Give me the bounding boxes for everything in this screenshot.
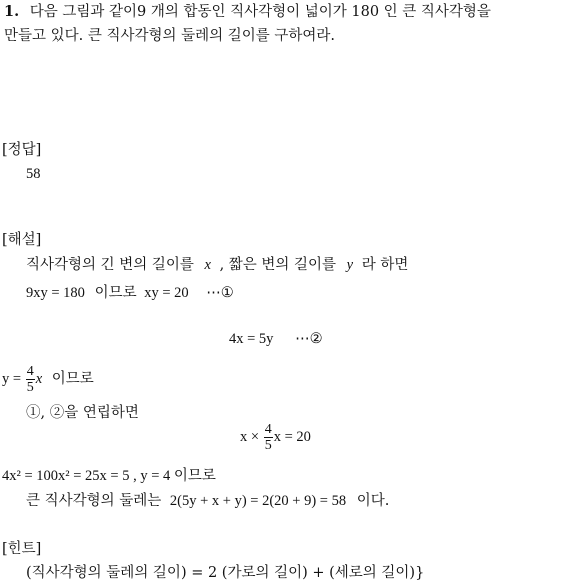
- fraction-numerator: 4: [264, 422, 272, 438]
- equation: 9xy = 180: [26, 285, 85, 301]
- equation-mark: ⋯①: [206, 285, 234, 301]
- expl-text: 라 하면: [361, 257, 409, 273]
- fraction-denominator: 5: [264, 438, 272, 454]
- var-x: x: [35, 371, 43, 387]
- hint-label: [힌트]: [2, 541, 42, 557]
- explanation-line-7: 4x² = 100x² = 25x = 5 , y = 4 이므로: [2, 468, 216, 484]
- expl-text: 이다.: [356, 493, 390, 509]
- fraction: [26, 364, 35, 395]
- problem-line-2: 만들고 있다. 큰 직사각형의 둘레의 길이를 구하여라.: [4, 28, 336, 44]
- fraction-denominator: 5: [26, 380, 34, 396]
- equation: 4x = 5y: [229, 331, 274, 347]
- equation: xy = 20: [144, 285, 189, 301]
- expl-text: 이므로: [94, 285, 137, 301]
- fraction-numerator: 4: [26, 364, 34, 380]
- var-x: x: [204, 257, 211, 273]
- equation: x ×: [240, 429, 260, 445]
- equation: y =: [2, 371, 22, 387]
- answer-value: 58: [26, 166, 41, 182]
- equation: 2(5y + x + y) = 2(20 + 9) = 58: [169, 493, 347, 509]
- problem-text-1: 다음 그림과 같이9 개의 합동인 직사각형이 넓이가 180 인 큰 직사각형을: [29, 4, 491, 20]
- explanation-line-1: [26, 256, 408, 274]
- answer-label: [정답]: [2, 142, 42, 158]
- fraction: [264, 422, 273, 453]
- var-y: y: [346, 257, 354, 273]
- explanation-line-4: [2, 360, 94, 398]
- expl-text: 큰 직사각형의 둘레는: [26, 493, 162, 509]
- problem-line-1: [4, 3, 491, 21]
- equation-mark: ⋯②: [295, 331, 323, 347]
- expl-text: 직사각형의 긴 변의 길이를: [26, 257, 194, 273]
- problem-number: 1.: [4, 3, 20, 20]
- explanation-line-2: [26, 284, 234, 302]
- expl-text: 이므로: [51, 371, 94, 387]
- equation: x = 20: [273, 429, 311, 445]
- explanation-label: [해설]: [2, 232, 42, 248]
- hint-text: (직사각형의 둘레의 길이) = 2 (가로의 길이) + (세로의 길이)}: [26, 565, 425, 581]
- explanation-line-8: [26, 492, 389, 510]
- explanation-line-3: [229, 330, 323, 348]
- expl-text: , 짧은 변의 길이를: [219, 257, 337, 273]
- explanation-line-6: [240, 418, 311, 456]
- explanation-line-5: ①, ②을 연립하면: [26, 405, 139, 421]
